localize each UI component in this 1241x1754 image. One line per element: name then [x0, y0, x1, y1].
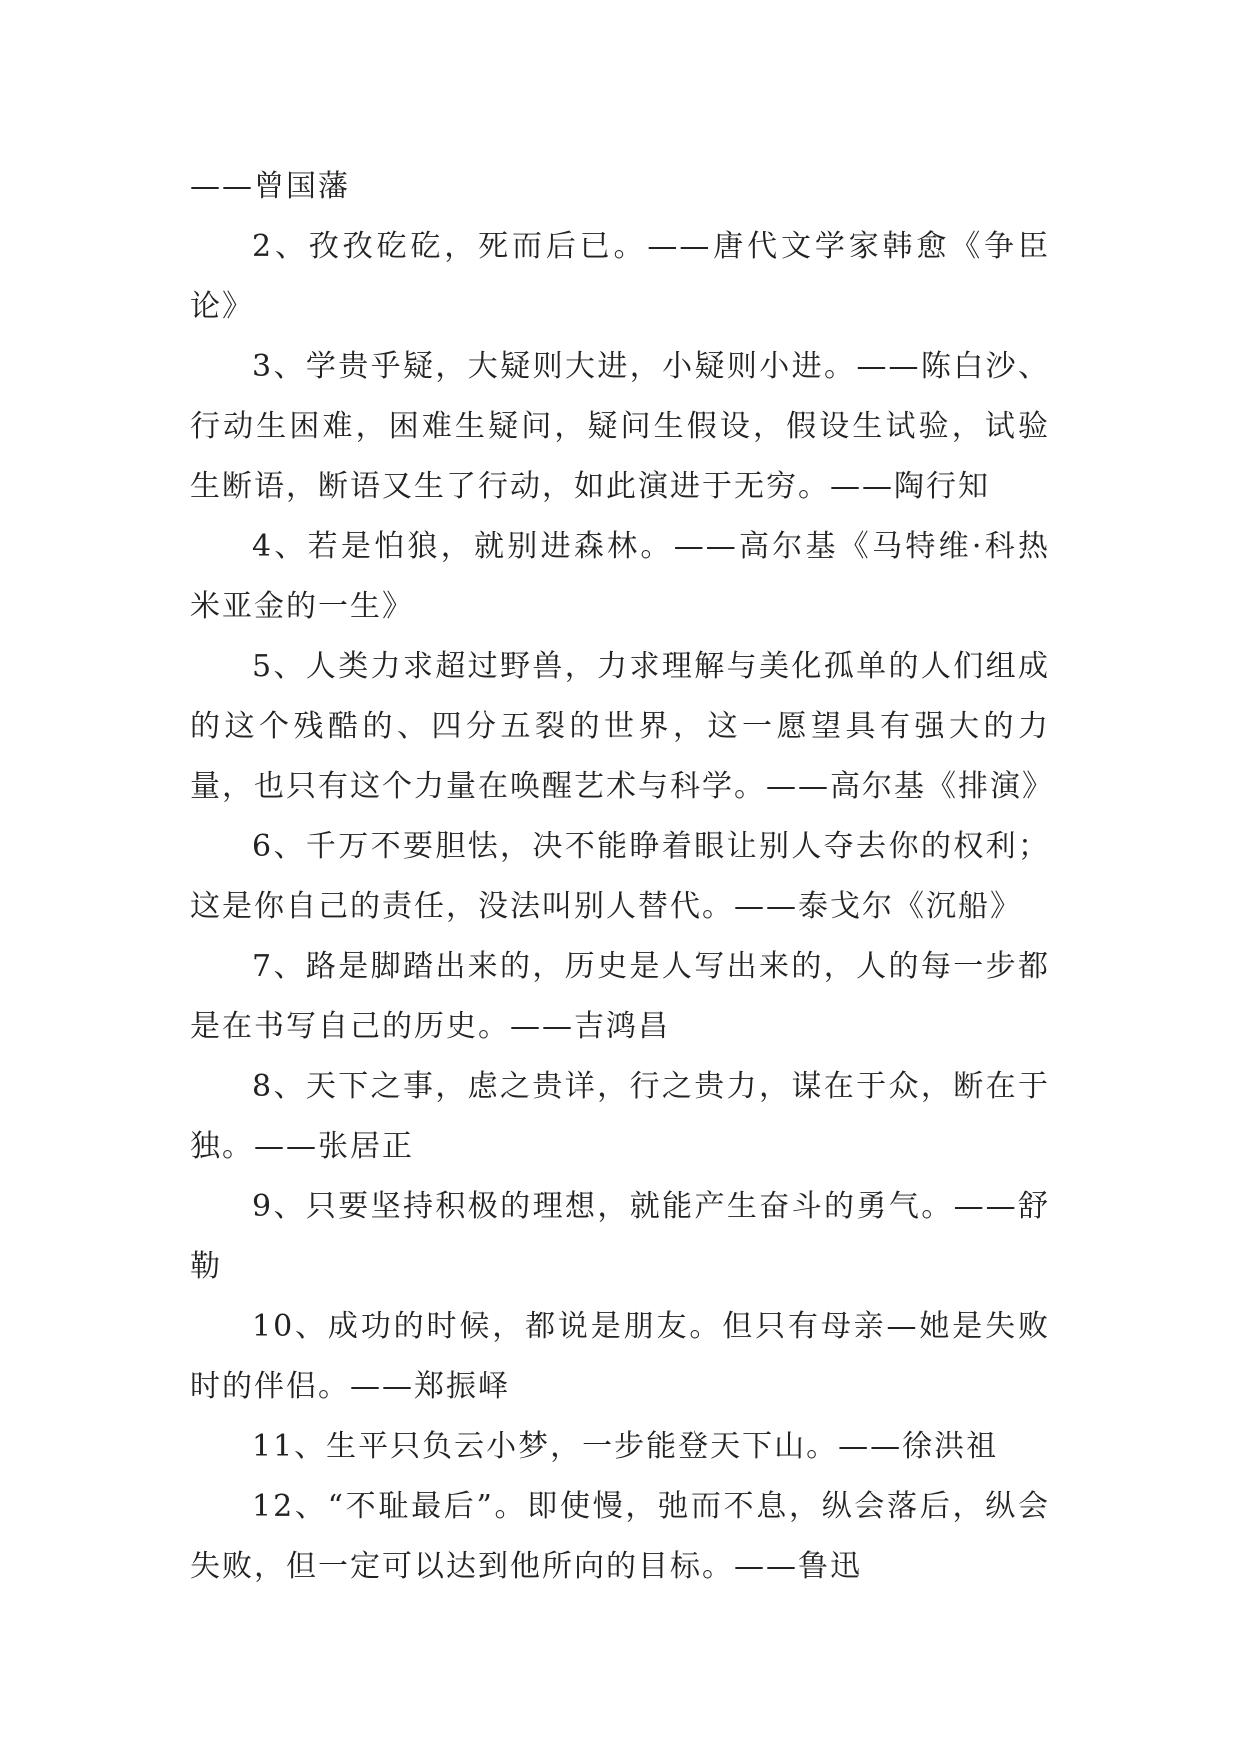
- document-body: [190, 157, 1054, 1597]
- quote-item-10: 10、成功的时候，都说是朋友。但只有母亲—她是失败时的伴侣。——郑振峄: [190, 1309, 1050, 1404]
- quote-item-9: 9、只要坚持积极的理想，就能产生奋斗的勇气。——舒勒: [190, 1189, 1050, 1284]
- quote-item-12: 12、“不耻最后”。即使慢，弛而不息，纵会落后，纵会失败，但一定可以达到他所向的目标。——鲁迅: [190, 1489, 1050, 1584]
- quote-item-4: 4、若是怕狼，就别进森林。——高尔基《马特维·科热米亚金的一生》: [190, 529, 1050, 624]
- quote-item-2: 2、孜孜矻矻，死而后已。——唐代文学家韩愈《争臣论》: [190, 229, 1050, 324]
- quote-item-6: 6、千万不要胆怯，决不能睁着眼让别人夺去你的权利；这是你自己的责任，没法叫别人替代。——泰戈尔《沉船》: [190, 829, 1050, 924]
- paragraph-attribution-zeng-guofan: ——曾国藩: [190, 169, 350, 204]
- quote-item-7: 7、路是脚踏出来的，历史是人写出来的，人的每一步都是在书写自己的历史。——吉鸿昌: [190, 949, 1050, 1044]
- quote-item-8: 8、天下之事，虑之贵详，行之贵力，谋在于众，断在于独。——张居正: [190, 1069, 1050, 1164]
- quote-item-5: 5、人类力求超过野兽，力求理解与美化孤单的人们组成的这个残酷的、四分五裂的世界，这一愿望具有强大的力量，也只有这个力量在唤醒艺术与科学。——高尔基《排演》: [190, 649, 1054, 804]
- quote-item-3: 3、学贵乎疑，大疑则大进，小疑则小进。——陈白沙、行动生困难，困难生疑问，疑问生假设，假设生试验，试验生断语，断语又生了行动，如此演进于无穷。——陶行知: [190, 349, 1050, 504]
- quote-item-11: 11、生平只负云小梦，一步能登天下山。——徐洪祖: [252, 1429, 999, 1464]
